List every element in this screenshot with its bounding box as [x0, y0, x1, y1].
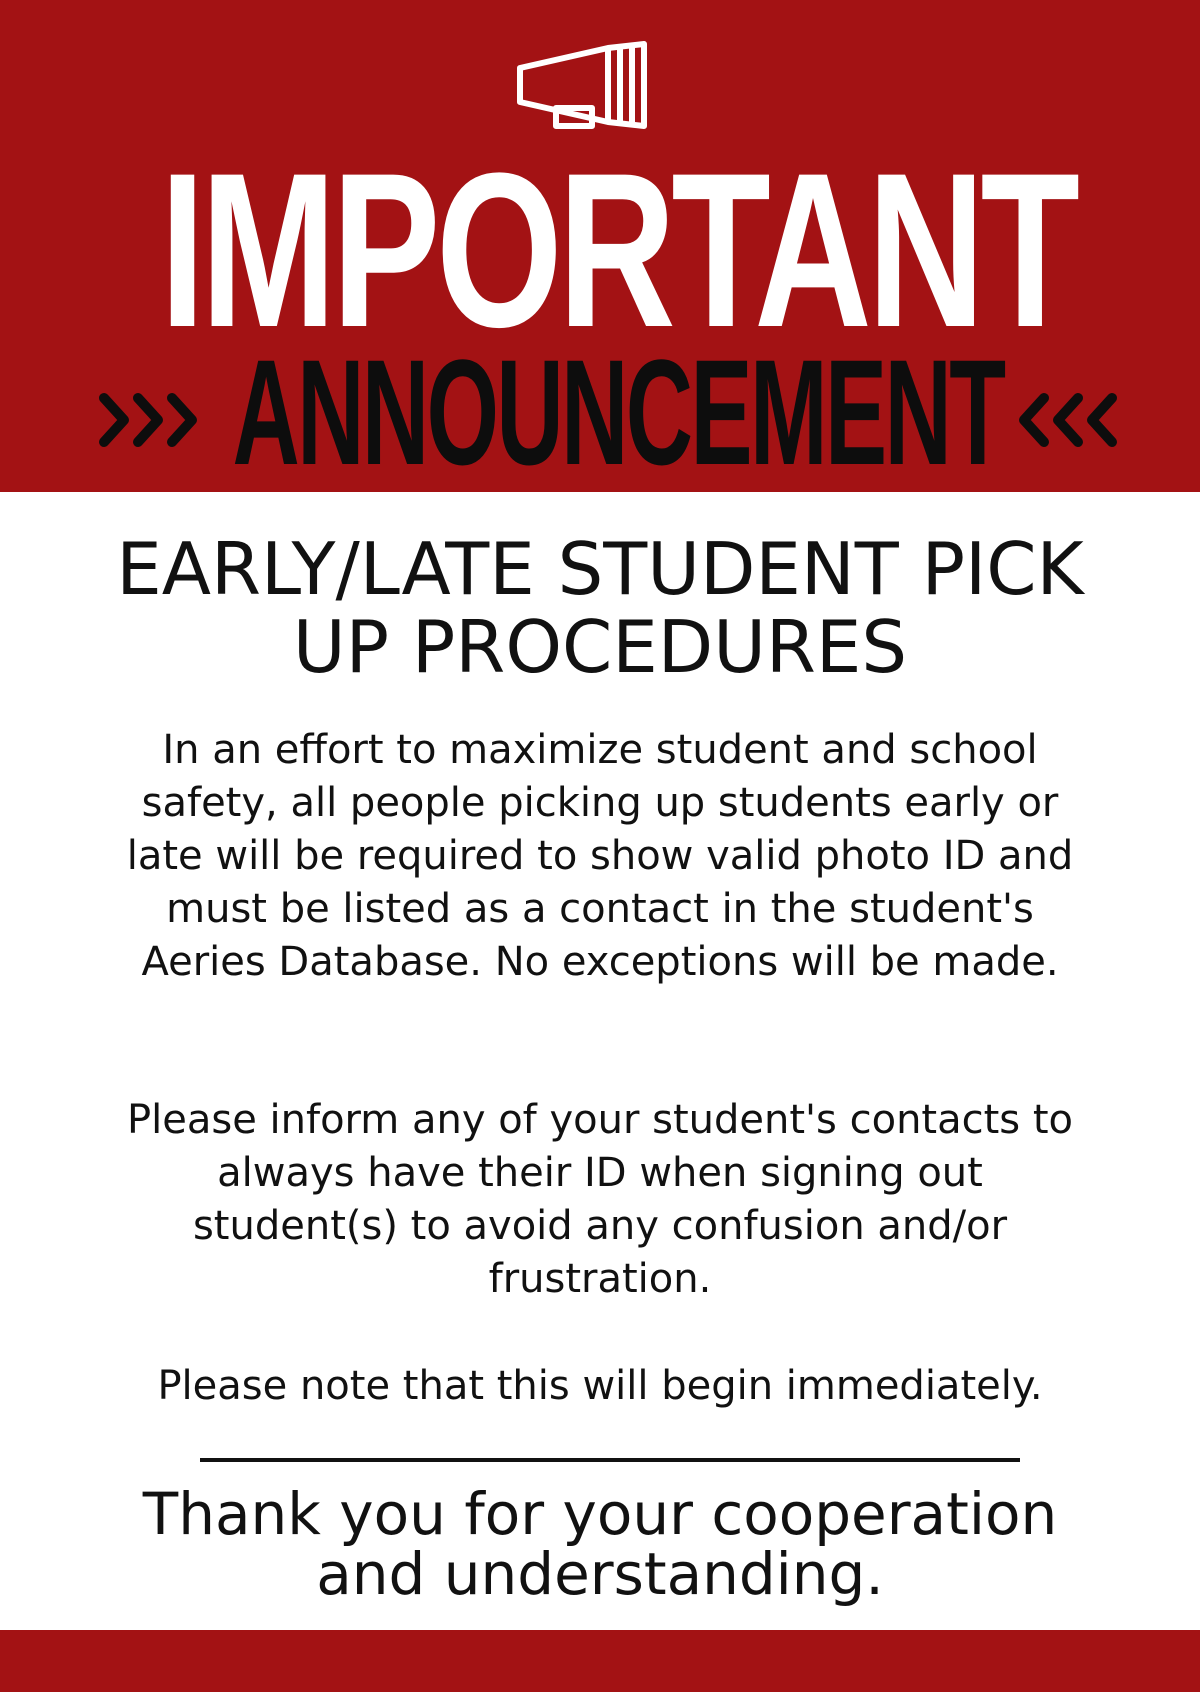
chevrons-right-icon [98, 392, 208, 448]
closing-thanks: Thank you for your cooperation and understanding. [142, 1480, 1058, 1608]
divider [200, 1458, 1020, 1462]
procedure-heading: EARLY/LATE STUDENT PICK UP PROCEDURES [116, 527, 1084, 689]
paragraph-inform-contacts: Please inform any of your student's contacts to always have their ID when signing out student(s) to avoid any confusion and/or frustration. [127, 1097, 1073, 1302]
paragraph-begin-immediately: Please note that this will begin immediately. [157, 1363, 1043, 1409]
title-announcement: ANNOUNCEMENT [232, 328, 1004, 496]
paragraph-id-requirement: In an effort to maximize student and school safety, all people picking up students early or late will be required to show valid photo ID and must be listed as a contact in the student's Aeries Database. No exceptions will be made. [126, 727, 1074, 985]
title-important: IMPORTANT [159, 127, 1076, 373]
chevrons-left-icon [1012, 392, 1122, 448]
footer-banner [0, 1630, 1200, 1692]
megaphone-icon [512, 40, 652, 136]
